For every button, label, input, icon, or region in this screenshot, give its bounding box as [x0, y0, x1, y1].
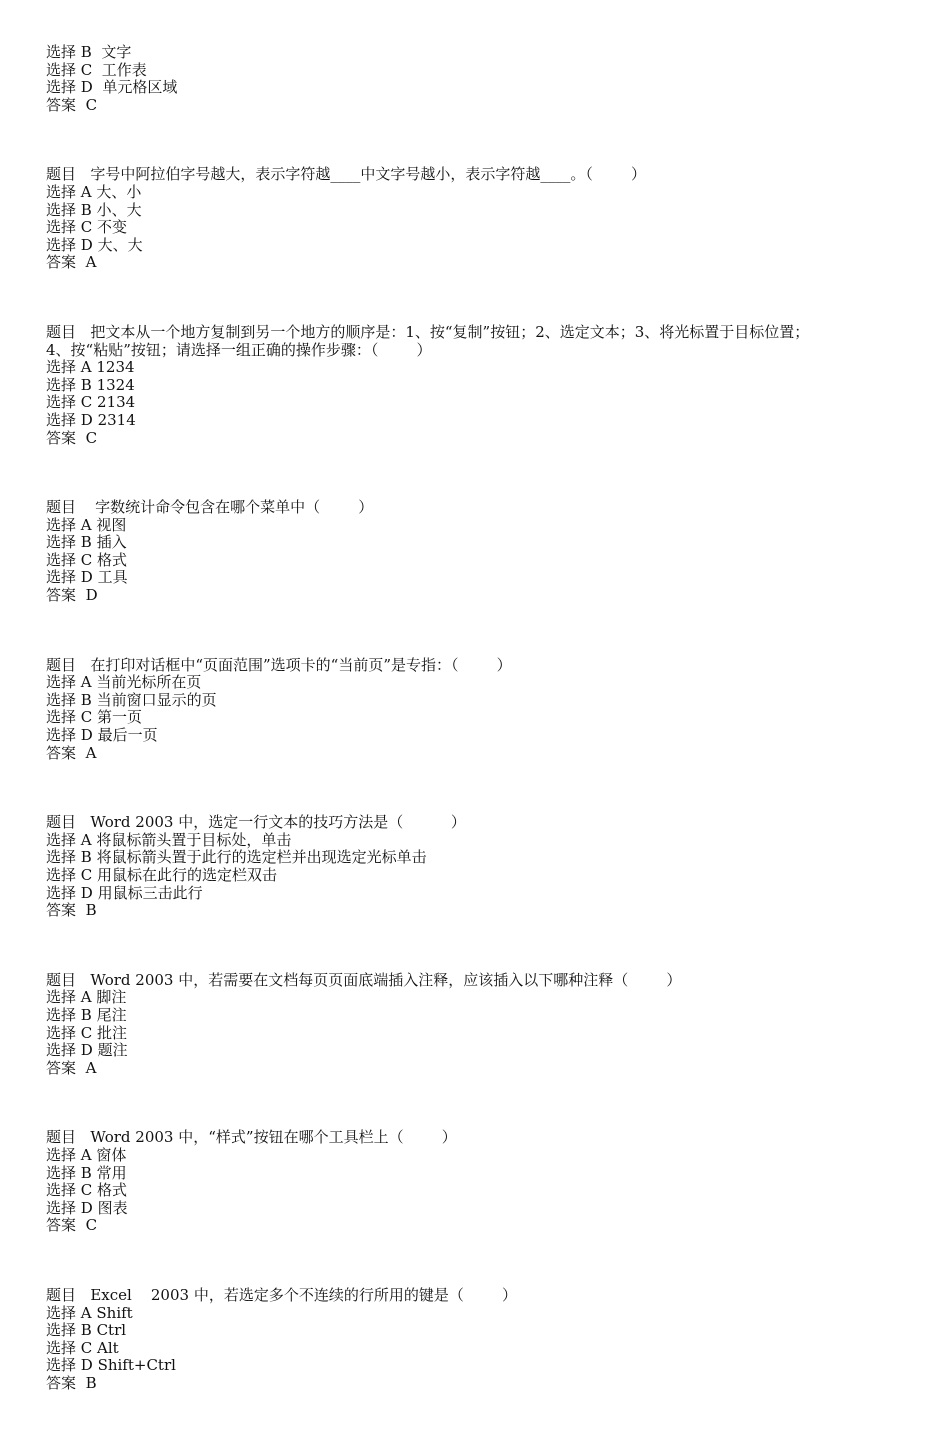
option-a — [46, 517, 906, 535]
option-label: 选择 B — [46, 43, 92, 61]
answer-line — [46, 1375, 906, 1393]
question-text: 字号中阿拉伯字号越大，表示字符越____中文字号越小，表示字符越____。（ ） — [90, 165, 646, 184]
answer-value: D — [85, 586, 98, 605]
option-text: Shift — [96, 1303, 133, 1322]
option-b — [46, 849, 906, 867]
answer-value: C — [85, 1216, 98, 1235]
option-text: 大、大 — [97, 235, 143, 254]
answer-line — [46, 430, 906, 448]
option-c — [46, 1182, 906, 1200]
question-text: 把文本从一个地方复制到另一个地方的顺序是：1、按“复制”按钮；2、选定文本；3、将光标置于目标位置； — [90, 322, 810, 341]
question-title-label: 题目 — [46, 498, 77, 517]
option-text: 格式 — [97, 1181, 128, 1200]
option-text: 单元格区域 — [102, 78, 178, 97]
answer-label: 答案 — [46, 1216, 77, 1235]
option-label: 选择 C — [46, 218, 93, 237]
answer-label: 答案 — [46, 1058, 77, 1077]
option-label: 选择 A — [46, 358, 92, 377]
question-text: Excel 2003 中，若选定多个不连续的行所用的键是（ ） — [90, 1285, 517, 1304]
question-block — [46, 1129, 906, 1235]
answer-value: C — [85, 95, 98, 114]
option-text: Ctrl — [96, 1321, 127, 1340]
question-fragment — [46, 44, 906, 114]
question-text: 在打印对话框中“页面范围”选项卡的“当前页”是专指：（ ） — [90, 655, 512, 674]
option-d — [46, 1357, 906, 1375]
question-title-label: 题目 — [46, 1285, 77, 1304]
answer-line — [46, 902, 906, 920]
question-block — [46, 499, 906, 605]
option-text: 1234 — [96, 358, 135, 377]
option-a — [46, 184, 906, 202]
option-b — [46, 1007, 906, 1025]
option-label: 选择 C — [46, 1181, 93, 1200]
option-label: 选择 B — [46, 375, 92, 394]
option-b — [46, 44, 906, 62]
question-title — [46, 499, 906, 517]
option-c — [46, 552, 906, 570]
option-label: 选择 C — [46, 550, 93, 569]
question-text: 字数统计命令包含在哪个菜单中（ ） — [90, 498, 374, 517]
option-text: 不变 — [97, 218, 128, 237]
answer-label: 答案 — [46, 901, 77, 920]
option-text: 用鼠标三击此行 — [97, 883, 203, 902]
option-d — [46, 885, 906, 903]
question-block — [46, 814, 906, 920]
answer-line — [46, 745, 906, 763]
option-b — [46, 377, 906, 395]
option-c — [46, 1025, 906, 1043]
option-text: 窗体 — [96, 1145, 127, 1164]
answer-label: 答案 — [46, 586, 77, 605]
answer-value: A — [85, 743, 97, 762]
option-label: 选择 B — [46, 1005, 92, 1024]
option-d — [46, 412, 906, 430]
question-text: Word 2003 中，“样式”按钮在哪个工具栏上（ ） — [90, 1128, 457, 1147]
option-d — [46, 237, 906, 255]
option-c — [46, 867, 906, 885]
answer-line — [46, 254, 906, 272]
option-c — [46, 62, 906, 80]
option-a — [46, 1305, 906, 1323]
option-label: 选择 A — [46, 988, 92, 1007]
option-text: 尾注 — [96, 1005, 127, 1024]
option-d — [46, 1200, 906, 1218]
option-text: 最后一页 — [97, 726, 158, 745]
option-label: 选择 C — [46, 708, 93, 727]
answer-value: B — [85, 901, 97, 920]
option-a — [46, 832, 906, 850]
question-block — [46, 972, 906, 1078]
option-text: 工作表 — [101, 60, 147, 79]
option-text: Alt — [97, 1338, 119, 1357]
option-b — [46, 692, 906, 710]
question-title — [46, 166, 906, 184]
option-label: 选择 D — [46, 726, 93, 745]
question-block — [46, 166, 906, 272]
option-text: 常用 — [96, 1163, 127, 1182]
option-text: 格式 — [97, 550, 128, 569]
question-title — [46, 972, 906, 990]
question-title-label: 题目 — [46, 655, 77, 674]
option-text: 将鼠标箭头置于目标处，单击 — [96, 830, 292, 849]
question-title-label: 题目 — [46, 813, 77, 832]
option-b — [46, 202, 906, 220]
option-text: 第一页 — [97, 708, 143, 727]
question-text: Word 2003 中，选定一行文本的技巧方法是（ ） — [90, 813, 466, 832]
document-page — [46, 44, 906, 1444]
question-title-label: 题目 — [46, 970, 77, 989]
option-c — [46, 709, 906, 727]
option-label: 选择 D — [46, 235, 93, 254]
option-label: 选择 A — [46, 830, 92, 849]
question-title-label: 题目 — [46, 322, 77, 341]
option-text: 视图 — [96, 515, 127, 534]
option-a — [46, 674, 906, 692]
option-text: Shift+Ctrl — [97, 1356, 176, 1375]
option-label: 选择 D — [46, 1356, 93, 1375]
option-text: 2314 — [97, 410, 136, 429]
option-text: 文字 — [101, 43, 132, 61]
option-a — [46, 1147, 906, 1165]
answer-label: 答案 — [46, 1373, 77, 1392]
option-c — [46, 394, 906, 412]
option-label: 选择 A — [46, 1303, 92, 1322]
option-label: 选择 D — [46, 78, 93, 97]
option-b — [46, 534, 906, 552]
option-b — [46, 1165, 906, 1183]
option-text: 图表 — [97, 1198, 128, 1217]
option-c — [46, 219, 906, 237]
option-label: 选择 C — [46, 1338, 93, 1357]
option-text: 批注 — [97, 1023, 128, 1042]
option-text: 当前窗口显示的页 — [96, 690, 217, 709]
option-text: 用鼠标在此行的选定栏双击 — [97, 866, 278, 884]
option-text: 大、小 — [96, 182, 142, 201]
question-title — [46, 657, 906, 675]
option-d — [46, 727, 906, 745]
option-label: 选择 C — [46, 1023, 93, 1042]
answer-value: A — [85, 1058, 97, 1077]
answer-label: 答案 — [46, 253, 77, 272]
answer-line — [46, 1060, 906, 1078]
answer-line — [46, 1217, 906, 1235]
answer-line — [46, 97, 906, 115]
option-label: 选择 B — [46, 848, 92, 867]
question-block — [46, 324, 906, 447]
question-title — [46, 1287, 906, 1305]
answer-label: 答案 — [46, 428, 77, 447]
option-label: 选择 C — [46, 866, 93, 884]
option-a — [46, 359, 906, 377]
option-text: 当前光标所在页 — [96, 673, 202, 692]
option-text: 将鼠标箭头置于此行的选定栏并出现选定光标单击 — [96, 848, 427, 867]
option-d — [46, 79, 906, 97]
option-a — [46, 989, 906, 1007]
option-label: 选择 D — [46, 568, 93, 587]
option-label: 选择 D — [46, 883, 93, 902]
option-label: 选择 C — [46, 393, 93, 412]
question-title — [46, 324, 906, 342]
option-label: 选择 A — [46, 515, 92, 534]
option-text: 小、大 — [96, 200, 142, 219]
answer-value: A — [85, 253, 97, 272]
option-label: 选择 B — [46, 1163, 92, 1182]
option-label: 选择 D — [46, 1198, 93, 1217]
option-label: 选择 A — [46, 1145, 92, 1164]
option-c — [46, 1340, 906, 1358]
option-text: 插入 — [96, 533, 127, 552]
answer-line — [46, 587, 906, 605]
question-text: Word 2003 中，若需要在文档每页页面底端插入注释，应该插入以下哪种注释（ ） — [90, 970, 682, 989]
option-d — [46, 1042, 906, 1060]
answer-label: 答案 — [46, 95, 77, 114]
question-title — [46, 814, 906, 832]
option-b — [46, 1322, 906, 1340]
option-label: 选择 A — [46, 182, 92, 201]
question-block — [46, 657, 906, 763]
option-text: 脚注 — [96, 988, 127, 1007]
question-text-continued: 4、按“粘贴”按钮；请选择一组正确的操作步骤：（ ） — [46, 340, 432, 359]
option-label: 选择 B — [46, 533, 92, 552]
option-text: 题注 — [97, 1041, 128, 1060]
question-block — [46, 1287, 906, 1393]
question-title-label: 题目 — [46, 165, 77, 184]
option-label: 选择 B — [46, 690, 92, 709]
answer-value: B — [85, 1373, 97, 1392]
answer-label: 答案 — [46, 743, 77, 762]
option-label: 选择 B — [46, 1321, 92, 1340]
answer-value: C — [85, 428, 98, 447]
option-label: 选择 D — [46, 1041, 93, 1060]
option-d — [46, 569, 906, 587]
option-label: 选择 D — [46, 410, 93, 429]
question-title — [46, 1129, 906, 1147]
option-label: 选择 C — [46, 60, 93, 79]
question-title-label: 题目 — [46, 1128, 77, 1147]
option-text: 工具 — [97, 568, 128, 587]
option-text: 2134 — [97, 393, 136, 412]
question-list — [46, 166, 906, 1392]
option-label: 选择 B — [46, 200, 92, 219]
option-label: 选择 A — [46, 673, 92, 692]
option-text: 1324 — [96, 375, 135, 394]
